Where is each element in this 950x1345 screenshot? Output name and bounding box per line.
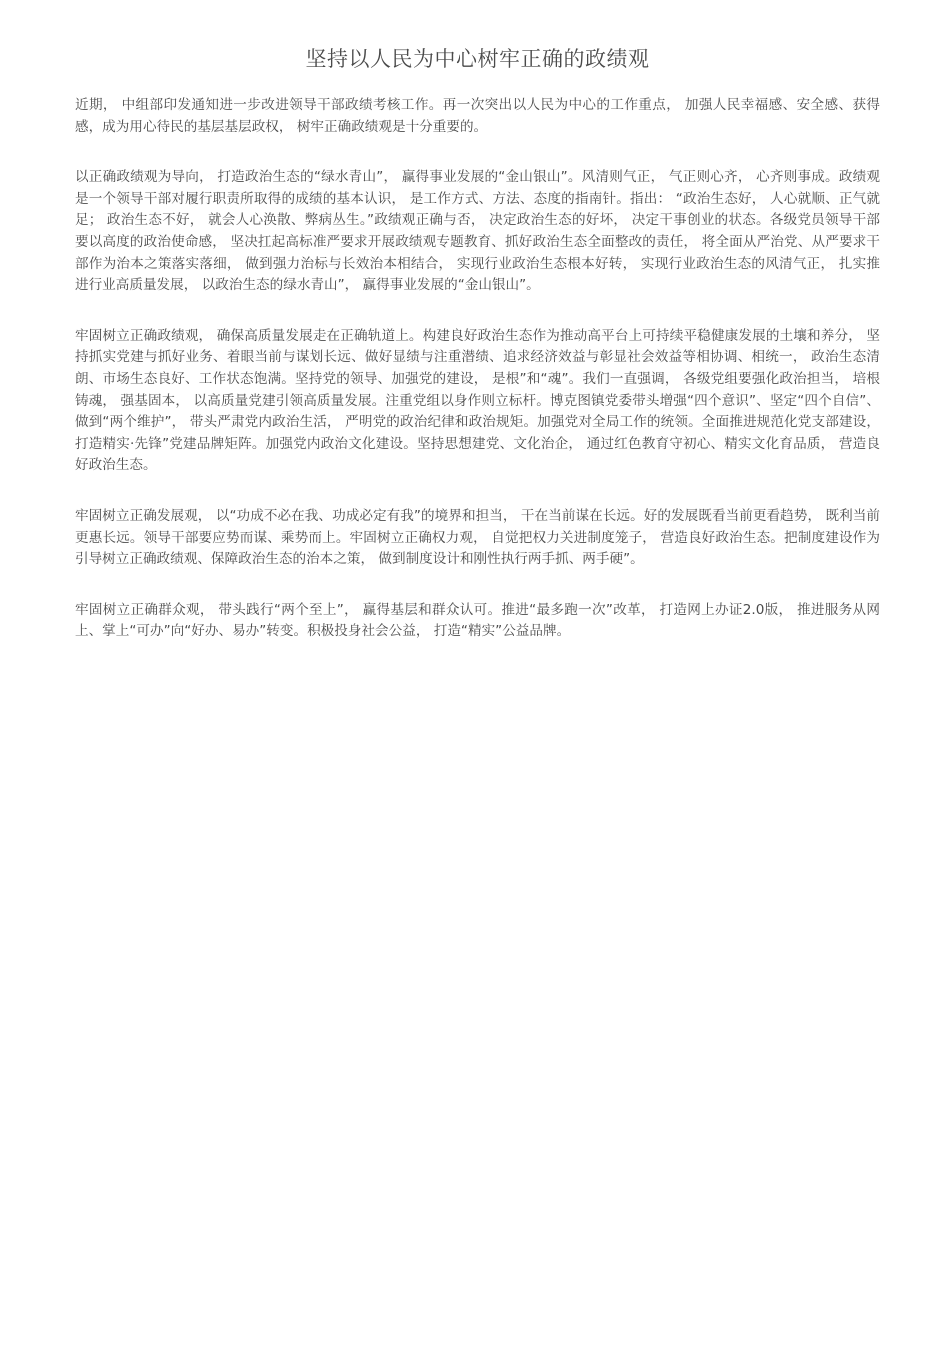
paragraph-achievement-view: 牢固树立正确政绩观， 确保高质量发展走在正确轨道上。构建良好政治生态作为推动高平台上可持续平稳健康发展的土壤和养分， 坚持抓实党建与抓好业务、着眼当前与谋划长远、做好显绩与注重潜绩、追求经济效益与彰显社会效益等相协调、相统一， 政治生态清朗、市场生态良好、工作状态饱满。坚持党的领导、加强党的建设， 是根”和“魂”。我们一直强调， 各级党组要强化政治担当， 培根铸魂， 强基固本， 以高质量党建引领高质量发展。注重党组以身作则立标杆。博克图镇党委带头增强“四个意识”、坚定“四个自信”、做到“两个维护”， 带头严肃党内政治生活， 严明党的政治纪律和政治规矩。加强党对全局工作的统领。全面推进规范化党支部建设， 打造精实·先锋”党建品牌矩阵。加强党内政治文化建设。坚持思想建党、文化治企， 通过红色教育守初心、精实文化育品质， 营造良好政治生态。 xyxy=(75,327,880,474)
paragraph-intro: 近期， 中组部印发通知进一步改进领导干部政绩考核工作。再一次突出以人民为中心的工作重点， 加强人民幸福感、安全感、获得感，成为用心待民的基层基层政权， 树牢正确政绩观是十分重要的。 xyxy=(75,97,880,135)
paragraph-political-ecology: 以正确政绩观为导向， 打造政治生态的“绿水青山”， 赢得事业发展的“金山银山”。风清则气正， 气正则心齐， 心齐则事成。政绩观是一个领导干部对履行职责所取得的成绩的基本认识， 是工作方式、方法、态度的指南针。指出： “政治生态好， 人心就顺、正气就足； 政治生态不好， 就会人心涣散、弊病丛生。”政绩观正确与否， 决定政治生态的好坏， 决定干事创业的状态。各级党员领导干部要以高度的政治使命感， 坚决扛起高标准严要求开展政绩观专题教育、抓好政治生态全面整改的责任， 将全面从严治党、从严要求干部作为治本之策落实落细， 做到强力治标与长效治本相结合， 实现行业政治生态根本好转， 实现行业政治生态的风清气正， 扎实推进行业高质量发展， 以政治生态的绿水青山”， 赢得事业发展的“金山银山”。 xyxy=(75,169,880,294)
paragraph-development-view: 牢固树立正确发展观， 以“功成不必在我、功成必定有我”的境界和担当， 干在当前谋在长远。好的发展既看当前更看趋势， 既利当前更惠长远。领导干部要应势而谋、乘势而上。牢固树立正确权力观， 自觉把权力关进制度笼子， 营造良好政治生态。把制度建设作为引导树立正确政绩观、保障政治生态的治本之策， 做到制度设计和刚性执行两手抓、两手硬”。 xyxy=(75,507,880,568)
paragraph-mass-view: 牢固树立正确群众观， 带头践行“两个至上”， 赢得基层和群众认可。推进“最多跑一次”改革， 打造网上办证2.0版， 推进服务从网上、掌上“可办”向“好办、易办”转变。积极投身社会公益， 打造“精实”公益品牌。 xyxy=(75,601,880,640)
document-body xyxy=(75,95,880,643)
document-title: 坚持以人民为中心树牢正确的政绩观 xyxy=(305,47,650,71)
